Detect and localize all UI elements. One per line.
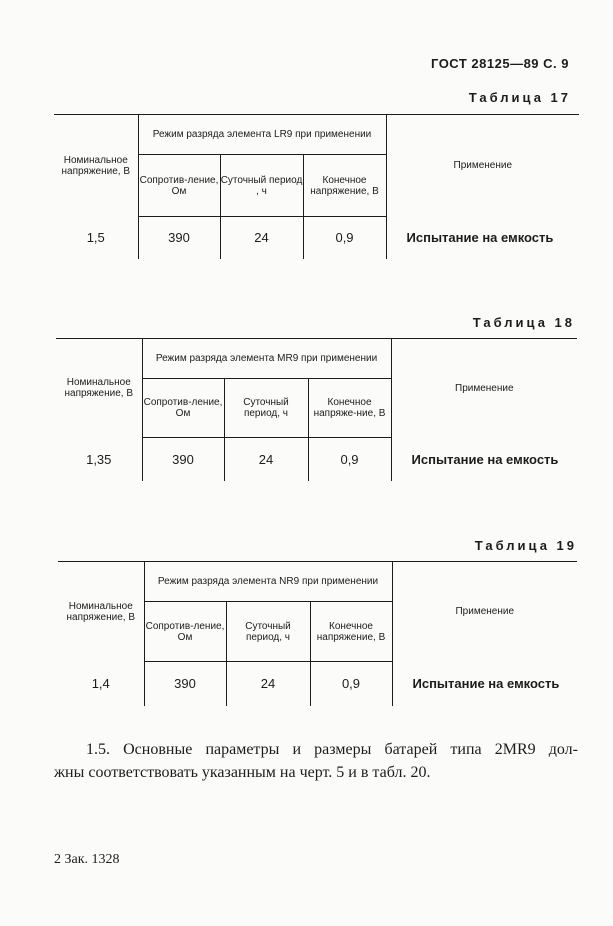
page-header: ГОСТ 28125—89 С. 9 xyxy=(431,56,569,71)
paragraph-line-1: 1.5. Основные параметры и размеры батарей типа 2MR9 дол- xyxy=(86,741,578,758)
col-resistance-header: Сопротив-ление, Ом xyxy=(142,379,224,438)
table-18-caption: Таблица 18 xyxy=(472,315,575,330)
discharge-mode-header: Режим разряда элемента LR9 при применении xyxy=(138,115,386,155)
cell-nominal: 1,5 xyxy=(86,230,105,245)
col-final-voltage-header: Конечное напряжение, В xyxy=(310,602,392,662)
cell-final-voltage: 0,9 xyxy=(303,217,386,259)
discharge-mode-header: Режим разряда элемента MR9 при применении xyxy=(142,339,391,379)
col-application-header: Применение xyxy=(392,562,577,662)
table-17 xyxy=(54,114,579,259)
table-row xyxy=(56,438,577,481)
footer-order-number: 2 Зак. 1328 xyxy=(54,852,120,867)
table-19-caption: Таблица 19 xyxy=(474,538,577,553)
col-period-header: Суточный период, ч xyxy=(224,379,308,438)
cell-nominal: 1,35 xyxy=(86,451,112,467)
cell-period: 24 xyxy=(220,217,303,259)
cell-resistance: 390 xyxy=(144,662,226,706)
table-19 xyxy=(58,561,577,706)
col-final-voltage-header: Конечное напряже-ние, В xyxy=(308,379,391,438)
col-application-header: Применение xyxy=(391,339,577,438)
col-resistance-header: Сопротив-ление, Ом xyxy=(144,602,226,662)
table-18 xyxy=(56,338,577,481)
col-period-header: Суточный период , ч xyxy=(220,155,303,217)
section-1-5-paragraph xyxy=(54,738,578,784)
col-period-header: Суточный период, ч xyxy=(226,602,310,662)
table-row xyxy=(58,662,577,706)
cell-nominal: 1,4 xyxy=(91,676,110,691)
cell-resistance: 390 xyxy=(138,217,220,259)
col-nominal-header: Номинальное напряжение, В xyxy=(56,339,142,438)
paragraph-line-2: жны соответствовать указанным на черт. 5 и в табл. 20. xyxy=(54,764,431,781)
col-application-header: Применение xyxy=(386,115,579,217)
col-final-voltage-header: Конечное напряжение, В xyxy=(303,155,386,217)
discharge-mode-header: Режим разряда элемента NR9 при применении xyxy=(144,562,392,602)
cell-period: 24 xyxy=(224,438,308,481)
cell-period: 24 xyxy=(226,662,310,706)
cell-application: Испытание на емкость xyxy=(391,438,577,481)
cell-resistance: 390 xyxy=(142,438,224,481)
cell-final-voltage: 0,9 xyxy=(308,438,391,481)
col-nominal-header: Номинальное напряжение, В xyxy=(54,115,138,217)
col-resistance-header: Сопротив-ление, Ом xyxy=(138,155,220,217)
table-17-caption: Таблица 17 xyxy=(468,90,571,105)
table-row xyxy=(54,217,579,259)
cell-application: Испытание на емкость xyxy=(392,662,577,706)
cell-final-voltage: 0,9 xyxy=(310,662,392,706)
cell-application: Испытание на емкость xyxy=(386,217,579,259)
col-nominal-header: Номинальное напряжение, В xyxy=(58,562,144,662)
